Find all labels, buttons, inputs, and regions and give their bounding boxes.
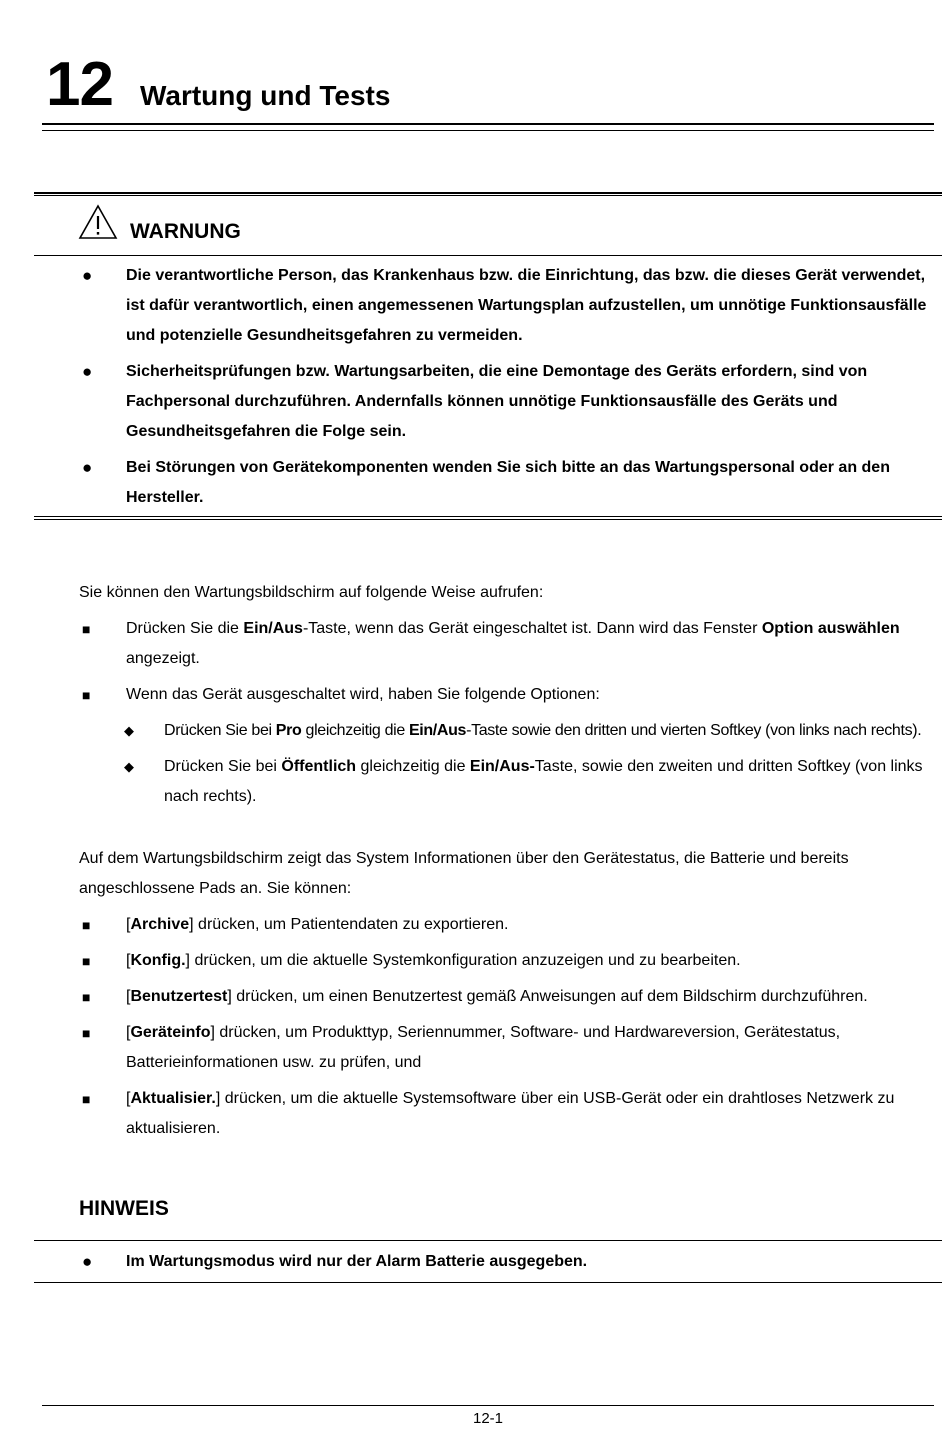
note-box-top-rule [34, 1240, 942, 1241]
chapter-title: Wartung und Tests [140, 80, 391, 111]
function-item-text: [Konfig.] drücken, um die aktuelle Systemkonfiguration anzuzeigen und zu bearbeiten. [126, 952, 741, 969]
function-item-text: [Geräteinfo] drücken, um Produkttyp, Seriennummer, Software- und Hardwareversion, Gerätestatus, Batterieinformationen usw. zu prüfen, und [126, 1024, 841, 1071]
bullet-dot-icon: ● [82, 266, 93, 285]
access-subitem [122, 716, 940, 746]
warning-triangle-icon [78, 204, 118, 240]
warning-item [80, 453, 940, 513]
access-item-text: Wenn das Gerät ausgeschaltet wird, haben Sie folgende Optionen: [126, 686, 600, 703]
bullet-square-icon: ■ [82, 917, 91, 933]
warning-box-separator [34, 255, 942, 256]
function-item [80, 910, 940, 940]
bullet-diamond-icon: ◆ [124, 723, 134, 738]
note-item [80, 1247, 940, 1277]
bullet-diamond-icon: ◆ [124, 759, 134, 774]
function-item [80, 1084, 940, 1144]
warning-box-bottom-rule-thin [34, 519, 942, 520]
screen-intro-text: Auf dem Wartungsbildschirm zeigt das System Informationen über den Gerätestatus, die Batterie und bereits angeschlossene Pads an. Sie können: [79, 850, 849, 897]
page-number: 12-1 [472, 1410, 504, 1427]
intro-text: Sie können den Wartungsbildschirm auf folgende Weise aufrufen: [79, 584, 544, 601]
access-subitem-text: Drücken Sie bei Pro gleichzeitig die Ein/Aus-Taste sowie den dritten und vierten Softkey (von links nach rechts). [164, 722, 922, 739]
chapter-number: 12 [46, 50, 113, 119]
bullet-dot-icon: ● [82, 1252, 93, 1271]
bullet-square-icon: ■ [82, 687, 91, 703]
warning-box-top-rule [34, 192, 942, 194]
footer-rule [42, 1405, 934, 1406]
function-item [80, 1018, 940, 1078]
function-item [80, 982, 940, 1012]
warning-box-top-rule-thin [34, 195, 942, 196]
function-item [80, 946, 940, 976]
header-rule [42, 123, 934, 125]
function-list [80, 910, 940, 1144]
warning-item-text: Bei Störungen von Gerätekomponenten wenden Sie sich bitte an das Wartungspersonal oder an den Hersteller. [126, 459, 890, 506]
bullet-dot-icon: ● [82, 458, 93, 477]
access-subitem-text: Drücken Sie bei Öffentlich gleichzeitig die Ein/Aus-Taste, sowie den zweiten und dritten Softkey (von links nach rechts). [164, 758, 923, 805]
access-list [80, 614, 940, 812]
access-item [80, 680, 940, 710]
bullet-square-icon: ■ [82, 1025, 91, 1041]
bullet-square-icon: ■ [82, 621, 91, 637]
bullet-square-icon: ■ [82, 1091, 91, 1107]
access-item [80, 614, 940, 674]
note-title: HINWEIS [79, 1197, 169, 1220]
warning-list [80, 261, 940, 513]
function-item-text: [Archive] drücken, um Patientendaten zu exportieren. [126, 916, 509, 933]
note-list [80, 1247, 940, 1277]
bullet-square-icon: ■ [82, 953, 91, 969]
bullet-square-icon: ■ [82, 989, 91, 1005]
function-item-text: [Aktualisier.] drücken, um die aktuelle Systemsoftware über ein USB-Gerät oder ein drahtloses Netzwerk zu aktualisieren. [126, 1090, 895, 1137]
note-item-text: Im Wartungsmodus wird nur der Alarm Batterie ausgegeben. [126, 1253, 588, 1270]
warning-box-bottom-rule [34, 516, 942, 517]
bullet-dot-icon: ● [82, 362, 93, 381]
warning-title: WARNUNG [130, 220, 241, 243]
function-item-text: [Benutzertest] drücken, um einen Benutzertest gemäß Anweisungen auf dem Bildschirm durchzuführen. [126, 988, 868, 1005]
warning-item [80, 357, 940, 447]
warning-item-text: Die verantwortliche Person, das Krankenhaus bzw. die Einrichtung, das bzw. die dieses Gerät verwendet, ist dafür verantwortlich, einen angemessenen Wartungsplan aufzustellen, um unnötige Funktionsausfälle und potenzielle Gesundheitsgefahren zu vermeiden. [126, 267, 927, 344]
access-item-text: Drücken Sie die Ein/Aus-Taste, wenn das Gerät eingeschaltet ist. Dann wird das Fenster Option auswählen angezeigt. [126, 620, 900, 667]
warning-item-text: Sicherheitsprüfungen bzw. Wartungsarbeiten, die eine Demontage des Geräts erfordern, sind von Fachpersonal durchzuführen. Andernfalls können unnötige Funktionsausfälle des Geräts und Gesundheitsgefahren die Folge sein. [126, 363, 868, 440]
warning-item [80, 261, 940, 351]
access-subitem [122, 752, 940, 812]
header-rule-thin [42, 130, 934, 131]
note-box-bottom-rule [34, 1282, 942, 1283]
